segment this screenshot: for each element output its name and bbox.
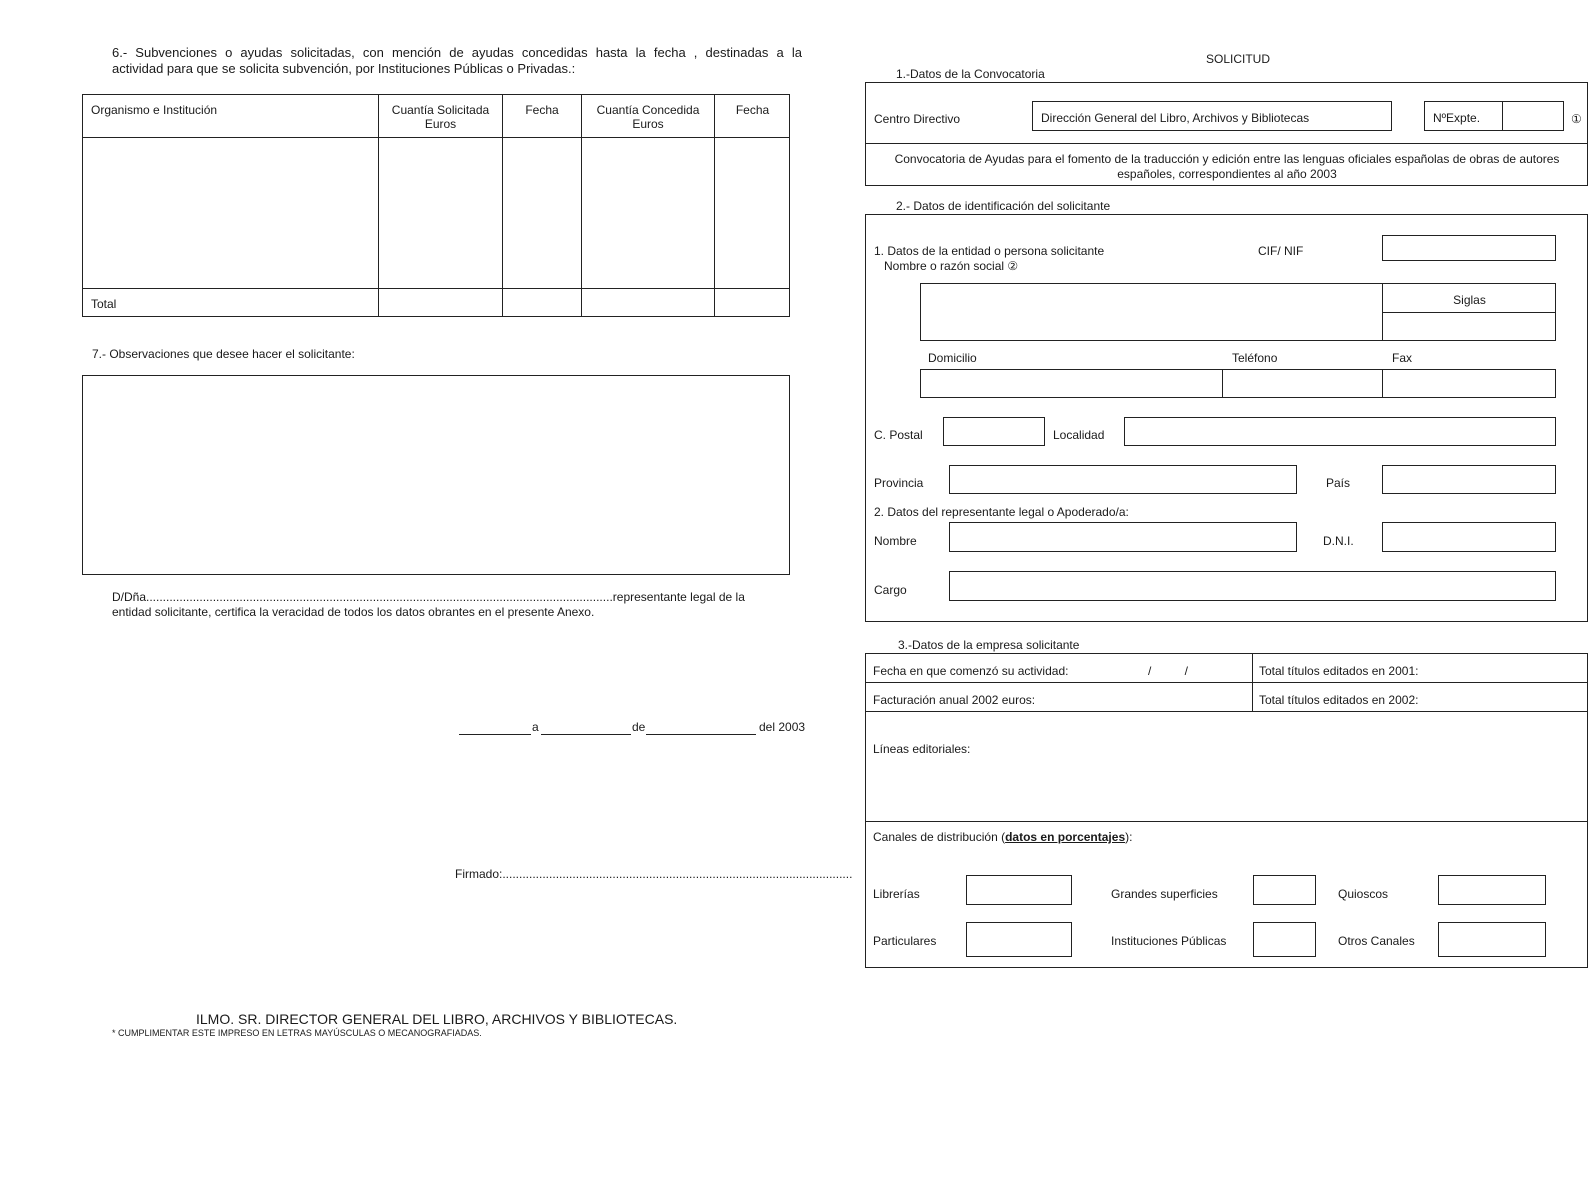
date-de: de xyxy=(632,720,646,734)
facturacion-label: Facturación anual 2002 euros: xyxy=(873,693,1036,707)
canales-prefix: Canales de distribución ( xyxy=(873,830,1006,844)
convocatoria-text xyxy=(870,152,1584,182)
domicilio-label: Domicilio xyxy=(928,351,977,365)
note-mark-1: ① xyxy=(1571,112,1582,126)
table-header-fecha: Fecha xyxy=(525,103,559,117)
dni-input[interactable] xyxy=(1382,522,1556,552)
localidad-label: Localidad xyxy=(1053,428,1105,442)
fax-input[interactable] xyxy=(1385,371,1554,396)
librerias-label: Librerías xyxy=(873,887,920,901)
table-total-label: Total xyxy=(91,297,117,311)
lineas-editoriales-input[interactable] xyxy=(867,760,1586,818)
table-cell-fecha-2[interactable] xyxy=(716,140,789,286)
addressee: ILMO. SR. DIRECTOR GENERAL DEL LIBRO, ARCHIVOS Y BIBLIOTECAS. xyxy=(196,1011,678,1027)
date-year: del 2003 xyxy=(759,720,806,734)
centro-directivo-field[interactable] xyxy=(1032,101,1392,131)
representative-subheading: 2. Datos del representante legal o Apoderado/a: xyxy=(874,505,1129,519)
table-cell-cuantia-solicitada[interactable] xyxy=(380,140,501,286)
section1-heading: 1.-Datos de la Convocatoria xyxy=(896,67,1045,81)
table-header-fecha-2: Fecha xyxy=(735,103,770,117)
fecha-actividad-label: Fecha en que comenzó su actividad: xyxy=(873,664,1069,678)
table-header-cuantia-concedida xyxy=(582,103,714,131)
table-header-divider xyxy=(82,137,790,138)
footer-note: * CUMPLIMENTAR ESTE IMPRESO EN LETRAS MAYÚSCULAS O MECANOGRAFIADAS. xyxy=(112,1028,482,1038)
section1-divider xyxy=(865,143,1588,144)
pais-input[interactable] xyxy=(1382,465,1556,494)
table-header-organismo: Organismo e Institución xyxy=(91,103,218,117)
section3-row-divider xyxy=(865,682,1588,683)
grandes-superficies-label: Grandes superficies xyxy=(1111,887,1218,901)
table-header-unit: Euros xyxy=(632,117,664,131)
grandes-superficies-input[interactable] xyxy=(1253,875,1316,905)
cargo-input[interactable] xyxy=(949,571,1556,601)
section3-heading: 3.-Datos de la empresa solicitante xyxy=(898,638,1080,652)
certification-text xyxy=(112,590,792,620)
date-a: a xyxy=(532,720,539,734)
particulares-input[interactable] xyxy=(966,922,1072,957)
table-cell-cuantia-concedida[interactable] xyxy=(583,140,713,286)
otros-canales-label: Otros Canales xyxy=(1338,934,1415,948)
date-day-blank[interactable] xyxy=(541,734,631,735)
expediente-label: NºExpte. xyxy=(1433,111,1481,125)
domicilio-divider xyxy=(1222,369,1223,398)
quioscos-label: Quioscos xyxy=(1338,887,1389,901)
instituciones-publicas-input[interactable] xyxy=(1253,922,1316,957)
section6-heading xyxy=(112,45,802,77)
cif-label: CIF/ NIF xyxy=(1258,244,1304,258)
expediente-field[interactable] xyxy=(1504,103,1562,129)
centro-directivo-label: Centro Directivo xyxy=(874,112,961,126)
telefono-label: Teléfono xyxy=(1232,351,1278,365)
date-month-blank[interactable] xyxy=(646,734,756,735)
certification-line1: D/Dña............................................................................................................................................representante legal de la xyxy=(112,590,745,604)
table-cell-fecha[interactable] xyxy=(504,140,580,286)
centro-directivo-value: Dirección General del Libro, Archivos y Bibliotecas xyxy=(1041,111,1310,125)
table-header-unit: Euros xyxy=(424,117,457,131)
fecha-actividad-slashes[interactable]: / / xyxy=(1148,664,1189,678)
signed-line[interactable]: Firmado:......................................................................................................... xyxy=(455,867,853,881)
librerias-input[interactable] xyxy=(966,875,1072,905)
table-cell-organismo[interactable] xyxy=(84,140,377,286)
nombre-label: Nombre xyxy=(874,534,917,548)
cif-input[interactable] xyxy=(1382,235,1556,261)
canales-suffix: ): xyxy=(1125,830,1133,844)
instituciones-publicas-label: Instituciones Públicas xyxy=(1111,934,1227,948)
nombre-razon-label: Nombre o razón social ② xyxy=(884,259,1019,273)
telefono-divider xyxy=(1382,369,1383,398)
domicilio-input[interactable] xyxy=(922,371,1220,396)
observations-textarea[interactable] xyxy=(82,375,790,575)
lineas-editoriales-label: Líneas editoriales: xyxy=(873,742,971,756)
dni-label: D.N.I. xyxy=(1323,534,1354,548)
cpostal-input[interactable] xyxy=(943,417,1045,446)
canales-underlined: datos en porcentajes xyxy=(1005,830,1126,844)
date-place-blank[interactable] xyxy=(459,734,531,735)
entity-subheading: 1. Datos de la entidad o persona solicitante xyxy=(874,244,1105,258)
pais-label: País xyxy=(1326,476,1351,490)
certification-line2: entidad solicitante, certifica la veracidad de todos los datos obrantes en el presente Anexo. xyxy=(112,605,595,619)
cargo-label: Cargo xyxy=(874,583,907,597)
localidad-input[interactable] xyxy=(1124,417,1556,446)
total-2002-label: Total títulos editados en 2002: xyxy=(1259,693,1419,707)
table-total-divider xyxy=(82,288,790,289)
nombre-input[interactable] xyxy=(949,522,1297,552)
telefono-input[interactable] xyxy=(1225,371,1380,396)
section3-col-divider xyxy=(1252,653,1253,712)
provincia-input[interactable] xyxy=(949,465,1297,494)
table-header-label: Cuantía Concedida xyxy=(596,103,700,117)
form-title: SOLICITUD xyxy=(1206,52,1271,66)
section6-heading-line2: actividad para que se solicita subvención, por Instituciones Públicas o Privadas.: xyxy=(112,61,576,76)
canales-heading xyxy=(873,830,1132,844)
section6-heading-line1: 6.- Subvenciones o ayudas solicitadas, con mención de ayudas concedidas hasta la fecha , destinadas a la xyxy=(112,45,802,60)
section2-heading: 2.- Datos de identificación del solicitante xyxy=(896,199,1111,213)
siglas-input[interactable] xyxy=(1384,314,1554,339)
fax-label: Fax xyxy=(1392,351,1413,365)
section7-heading: 7.- Observaciones que desee hacer el solicitante: xyxy=(92,347,355,361)
table-header-cuantia-solicitada xyxy=(379,103,502,131)
particulares-label: Particulares xyxy=(873,934,937,948)
provincia-label: Provincia xyxy=(874,476,924,490)
cpostal-label: C. Postal xyxy=(874,428,923,442)
otros-canales-input[interactable] xyxy=(1438,922,1546,957)
section3-row-divider xyxy=(865,711,1588,712)
section3-row-divider xyxy=(865,821,1588,822)
siglas-label: Siglas xyxy=(1453,293,1486,307)
convocatoria-line1: Convocatoria de Ayudas para el fomento de la traducción y edición entre las lenguas oficiales españolas de obras de autores xyxy=(894,152,1560,166)
convocatoria-line2: españoles, correspondientes al año 2003 xyxy=(1117,167,1337,181)
total-2001-label: Total títulos editados en 2001: xyxy=(1259,664,1419,678)
quioscos-input[interactable] xyxy=(1438,875,1546,905)
table-header-label: Cuantía Solicitada xyxy=(391,103,490,117)
